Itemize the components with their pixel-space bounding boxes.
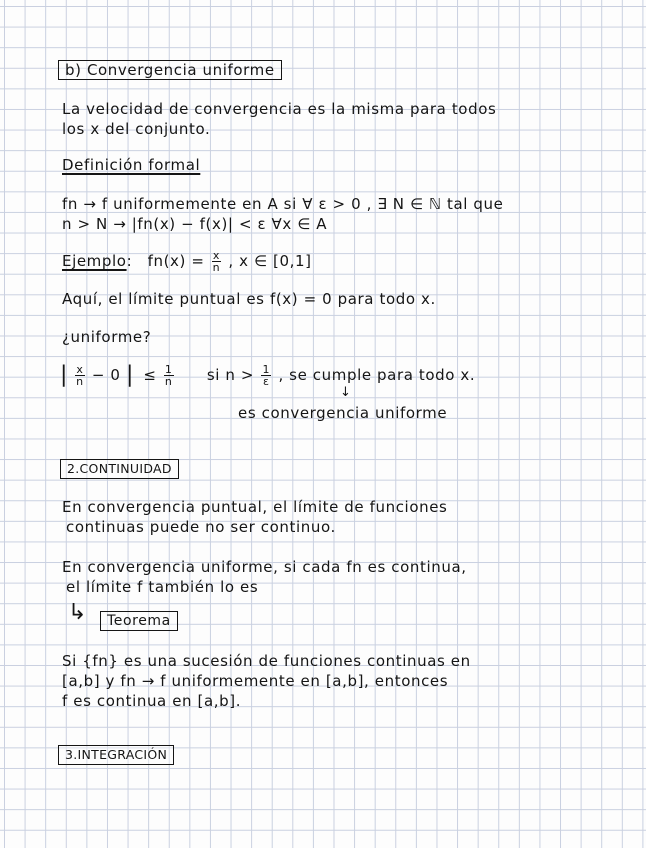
abs-bar-right: | bbox=[125, 362, 134, 388]
example-fraction bbox=[212, 250, 221, 273]
example-label: Ejemplo bbox=[62, 252, 127, 270]
section-b-heading: b) Convergencia uniforme bbox=[58, 60, 282, 80]
theorem-line-3: f es continua en [a,b]. bbox=[62, 692, 242, 710]
inequality-fraction-2-denominator: n bbox=[164, 375, 173, 388]
theorem-line-1: Si {fn} es una sucesión de funciones continuas en bbox=[62, 652, 471, 670]
continuity-pointwise-line-2: continuas puede no ser continuo. bbox=[66, 518, 336, 536]
section-2-heading: 2.CONTINUIDAD bbox=[60, 459, 179, 479]
inequality-fraction-1 bbox=[75, 364, 84, 387]
hook-arrow-icon: ↳ bbox=[68, 600, 88, 625]
inequality-fraction-2 bbox=[164, 364, 174, 387]
section-3-heading: 3.INTEGRACIÓN bbox=[58, 745, 174, 765]
uniform-question: ¿uniforme? bbox=[62, 328, 152, 346]
down-arrow-icon: ↓ bbox=[340, 385, 351, 400]
example-function: fn(x) = bbox=[147, 252, 205, 270]
condition-fraction bbox=[261, 364, 271, 387]
inequality-fraction-1-denominator: n bbox=[76, 375, 84, 388]
continuity-pointwise-line-1: En convergencia puntual, el límite de funciones bbox=[62, 498, 448, 516]
uniform-intro-line-1: La velocidad de convergencia es la misma para todos bbox=[62, 100, 497, 118]
definition-line-2: n > N → |fn(x) − f(x)| < ε ∀x ∈ A bbox=[62, 215, 328, 233]
inequality-fraction-1-numerator: x bbox=[76, 363, 84, 376]
condition-prefix: si n > bbox=[206, 366, 255, 384]
inequality-le: ≤ bbox=[143, 366, 157, 384]
inequality-fraction-2-numerator: 1 bbox=[164, 363, 173, 376]
abs-bar-left: | bbox=[60, 362, 69, 388]
example-colon: : bbox=[126, 252, 133, 270]
definition-line-1: fn → f uniformemente en A si ∀ ε > 0 , ∃ N ∈ ℕ tal que bbox=[62, 195, 504, 213]
example-domain: , x ∈ [0,1] bbox=[228, 252, 312, 270]
example-line bbox=[62, 250, 312, 273]
uniform-intro-line-2: los x del conjunto. bbox=[62, 120, 211, 138]
example-fraction-numerator: x bbox=[212, 249, 220, 262]
inequality-line bbox=[60, 364, 475, 387]
theorem-box: Teorema bbox=[100, 611, 178, 631]
inequality-minus-zero: − 0 bbox=[91, 366, 121, 384]
pointwise-limit-line: Aquí, el límite puntual es f(x) = 0 para todo x. bbox=[62, 290, 436, 308]
condition-fraction-denominator: ε bbox=[262, 375, 270, 388]
example-fraction-denominator: n bbox=[212, 261, 221, 274]
continuity-uniform-line-2: el límite f también lo es bbox=[66, 578, 259, 596]
condition-fraction-numerator: 1 bbox=[262, 363, 271, 376]
continuity-uniform-line-1: En convergencia uniforme, si cada fn es continua, bbox=[62, 558, 467, 576]
theorem-line-2: [a,b] y fn → f uniformemente en [a,b], entonces bbox=[62, 672, 449, 690]
formal-definition-heading: Definición formal bbox=[62, 156, 201, 174]
condition-suffix: , se cumple para todo x. bbox=[278, 366, 476, 384]
conclusion-text: es convergencia uniforme bbox=[238, 404, 448, 422]
